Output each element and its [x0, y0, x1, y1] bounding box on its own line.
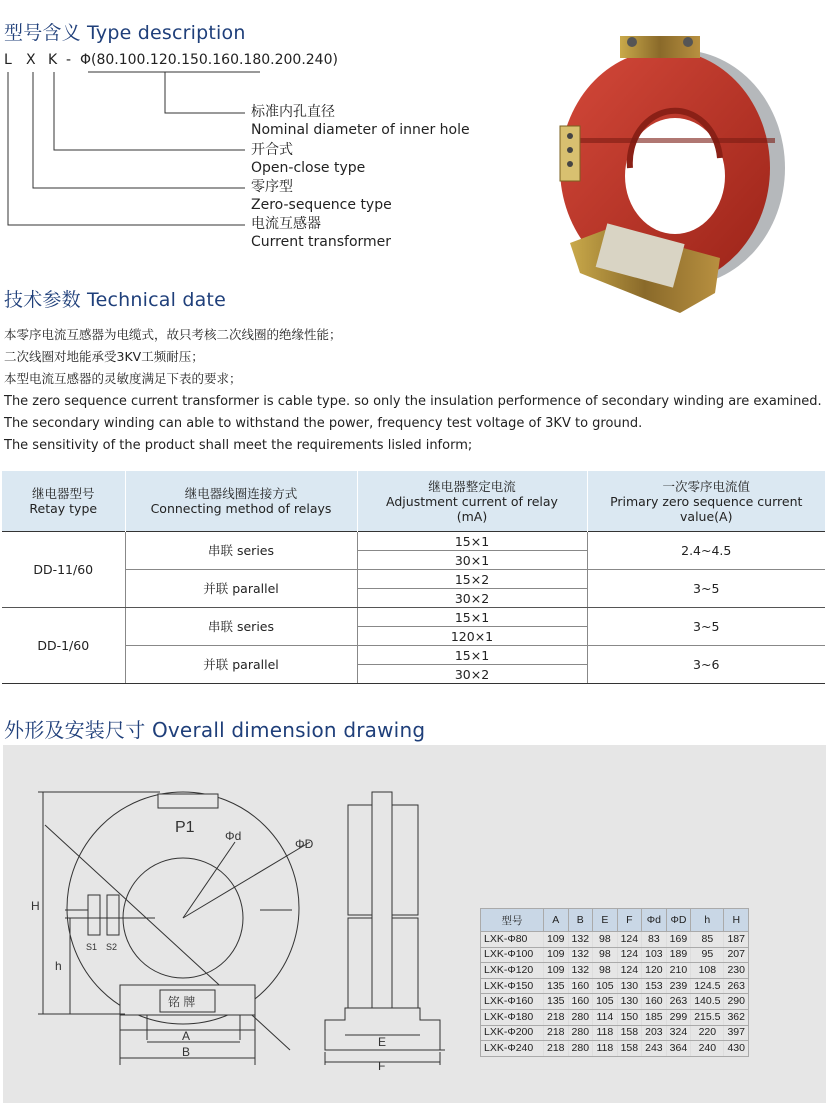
dim-header-B: B [568, 909, 593, 932]
tech-en-line-1: The zero sequence current transformer is cable type. so only the insulation performence of secondary winding are examined. [4, 394, 822, 409]
tech-cn-line-2: 二次线圈对地能承受3KV工频耐压； [4, 349, 204, 364]
dim-value-cell: 153 [642, 978, 667, 994]
label-cn: 标准内孔直径 [251, 104, 335, 120]
dim-value-cell: 158 [617, 1025, 642, 1041]
dim-value-cell: 299 [666, 1009, 691, 1025]
dim-value-cell: 158 [617, 1041, 642, 1057]
bracket-line-l [8, 72, 245, 225]
header-relay-type: 继电器型号 Retay type [2, 471, 125, 532]
label-open-close [251, 141, 365, 177]
dim-value-cell: 132 [568, 947, 593, 963]
label-H: H [31, 899, 40, 913]
connection-cell: 并联 parallel [125, 570, 357, 608]
bracket-line-x [33, 72, 245, 188]
dim-value-cell: 150 [617, 1009, 642, 1025]
dim-value-cell: 280 [568, 1041, 593, 1057]
dim-value-cell: 239 [666, 978, 691, 994]
dim-model-cell: LXK-Φ240 [481, 1041, 544, 1057]
dim-value-cell: 105 [593, 994, 618, 1010]
dim-model-cell: LXK-Φ200 [481, 1025, 544, 1041]
tech-en-line-3: The sensitivity of the product shall meet the requirements lisled inform; [4, 438, 473, 453]
dim-value-cell: 203 [642, 1025, 667, 1041]
dim-value-cell: 114 [593, 1009, 618, 1025]
dim-value-cell: 109 [544, 932, 569, 948]
dim-value-cell: 130 [617, 978, 642, 994]
label-zero-sequence [251, 178, 392, 214]
table-row [481, 978, 749, 994]
tech-en-line-2: The secondary winding can able to withstand the power, frequency test voltage of 3KV to ground. [4, 416, 643, 431]
dim-model-cell: LXK-Φ120 [481, 963, 544, 979]
relay-table [2, 471, 825, 684]
label-A: A [182, 1029, 191, 1043]
code-letter-k: K [48, 52, 58, 68]
dim-value-cell: 160 [568, 978, 593, 994]
dim-value-cell: 98 [593, 947, 618, 963]
table-row [481, 994, 749, 1010]
label-F: F [378, 1059, 386, 1070]
label-h: h [55, 959, 62, 973]
label-p1: P1 [175, 819, 195, 836]
dim-value-cell: 124 [617, 932, 642, 948]
dim-value-cell: 220 [691, 1025, 724, 1041]
dim-header-H: H [724, 909, 749, 932]
value-cell: 3~5 [587, 570, 825, 608]
table-row [2, 646, 825, 665]
code-letter-x: X [26, 52, 36, 68]
dim-header-model: 型号 [481, 909, 544, 932]
label-nameplate: 铭 牌 [168, 995, 196, 1009]
connection-cell: 串联 series [125, 608, 357, 646]
dim-value-cell: 105 [593, 978, 618, 994]
table-row [481, 1041, 749, 1057]
dim-value-cell: 218 [544, 1041, 569, 1057]
label-cn: 开合式 [251, 142, 293, 158]
header-primary-value: 一次零序电流值 Primary zero sequence current value(A) [587, 471, 825, 532]
d-leader [183, 842, 235, 918]
dim-value-cell: 263 [724, 978, 749, 994]
current-cell: 30×2 [357, 589, 587, 608]
label-phi-D: ΦD [295, 837, 314, 851]
relay-type-cell: DD-1/60 [2, 608, 125, 684]
dim-value-cell: 118 [593, 1041, 618, 1057]
label-B: B [182, 1045, 191, 1059]
dim-value-cell: 324 [666, 1025, 691, 1041]
bracket-line-k [54, 72, 245, 150]
current-cell: 15×1 [357, 646, 587, 665]
current-cell: 15×2 [357, 570, 587, 589]
label-inner-hole [251, 103, 470, 139]
dim-value-cell: 109 [544, 963, 569, 979]
dim-value-cell: 243 [642, 1041, 667, 1057]
dim-value-cell: 290 [724, 994, 749, 1010]
label-current-transformer [251, 215, 391, 251]
dim-value-cell: 135 [544, 994, 569, 1010]
dim-value-cell: 185 [642, 1009, 667, 1025]
dim-value-cell: 218 [544, 1009, 569, 1025]
dimension-table-body [481, 932, 749, 1057]
value-cell: 3~6 [587, 646, 825, 684]
current-cell: 120×1 [357, 627, 587, 646]
label-cn: 零序型 [251, 179, 293, 195]
label-en: Zero-sequence type [251, 197, 392, 213]
connection-cell: 串联 series [125, 532, 357, 570]
table-row [481, 947, 749, 963]
dim-value-cell: 187 [724, 932, 749, 948]
dim-header-F: F [617, 909, 642, 932]
dim-value-cell: 207 [724, 947, 749, 963]
technical-title: 技术参数 Technical date [4, 289, 226, 311]
header-connection: 继电器线圈连接方式 Connecting method of relays [125, 471, 357, 532]
bracket-line-spec [88, 72, 260, 113]
dim-header-E: E [593, 909, 618, 932]
dimension-table-header [481, 909, 749, 932]
dim-model-cell: LXK-Φ160 [481, 994, 544, 1010]
relay-table-header [2, 471, 825, 532]
dim-header-h: h [691, 909, 724, 932]
dim-value-cell: 124.5 [691, 978, 724, 994]
label-en: Nominal diameter of inner hole [251, 122, 470, 138]
dim-value-cell: 132 [568, 963, 593, 979]
dim-value-cell: 83 [642, 932, 667, 948]
dim-value-cell: 280 [568, 1009, 593, 1025]
tech-cn-line-1: 本零序电流互感器为电缆式，故只考核二次线圈的绝缘性能； [4, 327, 342, 342]
current-cell: 30×1 [357, 551, 587, 570]
dim-value-cell: 85 [691, 932, 724, 948]
dim-value-cell: 118 [593, 1025, 618, 1041]
dim-value-cell: 218 [544, 1025, 569, 1041]
code-spec: Φ(80.100.120.150.160.180.200.240) [80, 52, 338, 68]
label-s1: S1 [86, 942, 98, 952]
side-view-drawing [315, 780, 460, 1070]
tech-cn-line-3: 本型电流互感器的灵敏度满足下表的要求； [4, 371, 242, 386]
dim-value-cell: 263 [666, 994, 691, 1010]
dim-value-cell: 430 [724, 1041, 749, 1057]
dim-value-cell: 240 [691, 1041, 724, 1057]
table-row [481, 1025, 749, 1041]
dim-value-cell: 210 [666, 963, 691, 979]
connection-cell: 并联 parallel [125, 646, 357, 684]
dim-model-cell: LXK-Φ100 [481, 947, 544, 963]
current-cell: 15×1 [357, 532, 587, 551]
label-cn: 电流互感器 [251, 216, 321, 232]
product-photo [520, 28, 800, 328]
code-letter-l: L [4, 52, 12, 68]
dim-value-cell: 140.5 [691, 994, 724, 1010]
code-bracket-lines [0, 0, 260, 240]
dim-value-cell: 98 [593, 963, 618, 979]
dimension-table [480, 908, 749, 1057]
code-dash: - [66, 52, 72, 68]
dim-value-cell: 169 [666, 932, 691, 948]
dim-value-cell: 160 [568, 994, 593, 1010]
dim-value-cell: 108 [691, 963, 724, 979]
side-center-plate [372, 792, 392, 1022]
current-cell: 15×1 [357, 608, 587, 627]
type-description-title: 型号含义 Type description [4, 22, 246, 44]
dim-value-cell: 120 [642, 963, 667, 979]
header-adjust-current: 继电器整定电流 Adjustment current of relay (mA) [357, 471, 587, 532]
front-view-drawing [30, 780, 330, 1070]
dim-value-cell: 124 [617, 963, 642, 979]
dim-value-cell: 364 [666, 1041, 691, 1057]
dim-value-cell: 98 [593, 932, 618, 948]
dim-value-cell: 103 [642, 947, 667, 963]
dim-value-cell: 189 [666, 947, 691, 963]
drawing-title: 外形及安装尺寸 Overall dimension drawing [4, 718, 426, 742]
current-cell: 30×2 [357, 665, 587, 684]
dim-value-cell: 362 [724, 1009, 749, 1025]
dim-value-cell: 130 [617, 994, 642, 1010]
dim-value-cell: 95 [691, 947, 724, 963]
label-phi-d: Φd [225, 829, 242, 843]
label-en: Current transformer [251, 234, 392, 250]
table-row [481, 1009, 749, 1025]
D-leader [183, 842, 310, 918]
value-cell: 2.4~4.5 [587, 532, 825, 570]
dim-header-A: A [544, 909, 569, 932]
dim-value-cell: 132 [568, 932, 593, 948]
table-row [2, 570, 825, 589]
dim-value-cell: 160 [642, 994, 667, 1010]
label-s2: S2 [106, 942, 118, 952]
dim-value-cell: 215.5 [691, 1009, 724, 1025]
dim-model-cell: LXK-Φ180 [481, 1009, 544, 1025]
dim-value-cell: 135 [544, 978, 569, 994]
dim-model-cell: LXK-Φ150 [481, 978, 544, 994]
dim-value-cell: 397 [724, 1025, 749, 1041]
table-row [2, 608, 825, 627]
value-cell: 3~5 [587, 608, 825, 646]
dim-model-cell: LXK-Φ80 [481, 932, 544, 948]
relay-type-cell: DD-11/60 [2, 532, 125, 608]
label-E: E [378, 1035, 387, 1049]
table-row [481, 932, 749, 948]
diameter-line [45, 825, 290, 1050]
dim-header-phi-D: ΦD [666, 909, 691, 932]
table-row [2, 532, 825, 551]
dim-header-phi-d: Φd [642, 909, 667, 932]
dim-value-cell: 109 [544, 947, 569, 963]
dim-value-cell: 124 [617, 947, 642, 963]
dim-value-cell: 230 [724, 963, 749, 979]
dim-value-cell: 280 [568, 1025, 593, 1041]
table-row [481, 963, 749, 979]
label-en: Open-close type [251, 160, 366, 176]
